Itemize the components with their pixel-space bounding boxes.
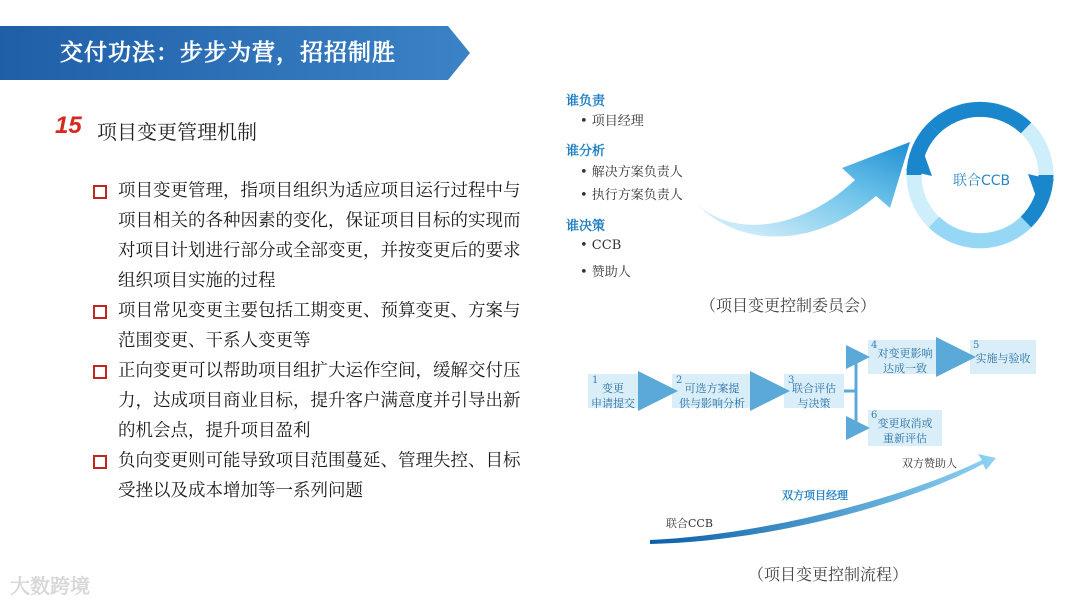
bullet-item: 项目常见变更主要包括工期变更、预算变更、方案与范围变更、干系人变更等 <box>90 296 530 356</box>
square-bullet-icon <box>93 305 107 319</box>
section-number: 15 <box>55 112 82 139</box>
step-1: 变更 申请提交 <box>591 382 635 410</box>
section-title: 项目变更管理机制 <box>97 120 257 144</box>
ccb-label: 联合CCB <box>953 173 1011 189</box>
square-bullet-icon <box>93 365 107 379</box>
square-bullet-icon <box>93 185 107 199</box>
step-number: 3 <box>788 375 795 386</box>
step-number: 1 <box>592 375 599 386</box>
committee-caption: （项目变更控制委员会） <box>700 296 877 315</box>
escalation-high: 双方赞助人 <box>902 457 957 470</box>
step-5: 实施与验收 <box>975 352 1031 365</box>
step-number: 2 <box>676 375 683 386</box>
question-analyze: 谁分析 <box>566 144 606 159</box>
step-number: 6 <box>871 410 878 421</box>
step-2: 可选方案提 供与影响分析 <box>679 382 745 410</box>
escalation-mid: 双方项目经理 <box>782 489 848 502</box>
bullet-item: 项目变更管理，指项目组织为适应项目运行过程中与项目相关的各种因素的变化，保证项目目标的实现而对项目计划进行部分或全部变更，并按变更后的要求组织项目实施的过程 <box>90 176 530 296</box>
square-bullet-icon <box>93 455 107 469</box>
bullet-item: 正向变更可以帮助项目组扩大运作空间，缓解交付压力，达成项目商业目标，提升客户满意度并引导出新的机会点，提升项目盈利 <box>90 356 530 446</box>
analyze-item: • 解决方案负责人 <box>580 165 683 180</box>
flow-caption: （项目变更控制流程） <box>748 565 909 584</box>
analyze-item: • 执行方案负责人 <box>580 188 683 203</box>
decide-item: • 赞助人 <box>580 265 631 280</box>
step-6: 变更取消或 重新评估 <box>877 417 933 445</box>
bullet-item: 负向变更则可能导致项目范围蔓延、管理失控、目标受挫以及成本增加等一系列问题 <box>90 446 530 506</box>
step-number: 5 <box>973 340 980 351</box>
question-decide: 谁决策 <box>566 219 606 234</box>
step-3: 联合评估 与决策 <box>792 382 836 410</box>
step-number: 4 <box>871 340 878 351</box>
watermark: 大数跨境 <box>10 574 90 598</box>
page-title: 交付功法：步步为营，招招制胜 <box>60 40 396 66</box>
bullet-list <box>90 176 530 506</box>
header-banner <box>0 26 470 80</box>
responsible-item: • 项目经理 <box>580 114 644 129</box>
step-4: 对变更影响 达成一致 <box>877 347 933 375</box>
swoosh-arrow <box>690 120 920 240</box>
question-responsible: 谁负责 <box>566 94 606 109</box>
escalation-arrow-label: 争议升级 <box>805 518 847 537</box>
escalation-low: 联合CCB <box>666 517 713 530</box>
decide-item: • CCB <box>580 238 622 253</box>
